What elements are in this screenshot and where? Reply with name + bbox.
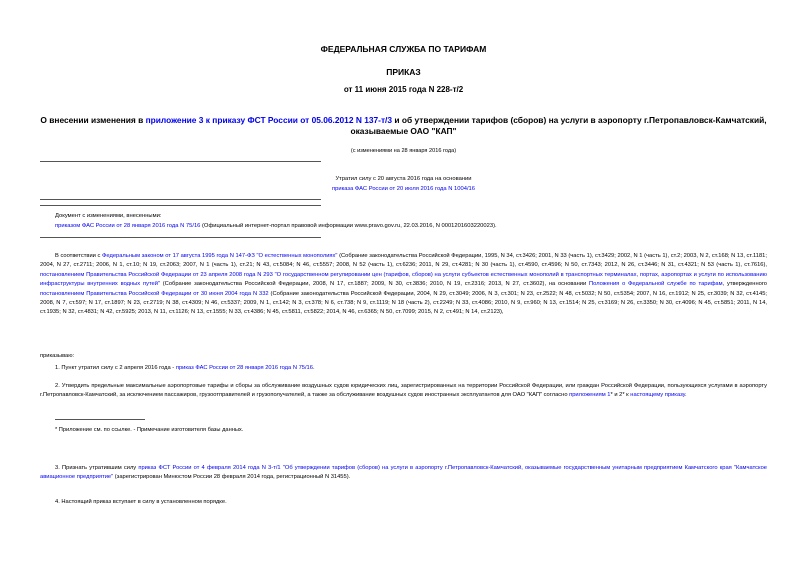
preamble-text: (Собрание законодательства Российской Федерации, 1995, N 34, ст.3426; 2001, N 33 (часть 1), ст.3429; 2002, N 1 (часть 1), ст.2; 2003, N 2, ст.168; N 13, ст.1181; 2004, N 27, ст.2711; 2006, N 1, ст.10; N 19, ст.2063; 2007, N 1 (часть 1), ст.21; N 43, ст.5084; N 46, ст.5557; 2008, N 52 (часть 1), ст.6236; 2011, N 29, ст.4281; N 30 (часть 1), ст.4590, ст.4596; N 50, ст.7343; 2012, N 26, ст.3446; N 31, ст.4321; N 53 (часть 1), ст.7616),: [40, 253, 767, 269]
preamble-paragraph: [40, 252, 767, 318]
item-2-tail: .: [684, 392, 687, 399]
item-2: [40, 382, 767, 401]
doc-date-number: от 11 июня 2015 года N 228-т/2: [343, 85, 464, 94]
footnote-divider: [55, 419, 145, 420]
item-2-mid2: * к: [622, 392, 631, 399]
item-2-link-order[interactable]: настоящему приказу: [630, 392, 685, 399]
title-prefix: О внесении изменения в: [40, 115, 146, 125]
item-1-link[interactable]: приказ ФАС России от 28 января 2016 года N 75/16: [175, 365, 313, 371]
divider: [40, 161, 321, 162]
item-3: [40, 464, 767, 483]
divider: [40, 237, 321, 238]
doc-changes-link[interactable]: приказом ФАС России от 28 января 2016 года N 75/16: [55, 223, 201, 229]
preamble-text: В соответствии с: [55, 253, 103, 259]
preamble-text: (Собрание законодательства Российской Федерации, 2004, N 29, ст.3049; 2006, N 3, ст.301; N 23, ст.2522; N 48, ст.5032; N 50, ст.5354; 2007, N 16, ст.1912; N 25, ст.3039; N 32, ст.4145; 2008, N 7, ст.597; N 17, ст.1897; N 23, ст.2719; N 38, ст.4309; N 46, ст.5337; 2009, N 1, ст.142; N 3, ст.378; N 6, ст.738; N 9, ст.1119; N 18 (часть 2), ст.2249; N 33, ст.4086; 2010, N 9, ст.960; N 13, ст.1514; N 25, ст.3169; N 26, ст.3350; N 30, ст.4096; N 45, ст.5851; 2011, N 14, ст.1935; N 32, ст.4831; N 42, ст.5925; 2013, N 11, ст.1126; N 13, ст.1555; N 33, ст.4386; N 45, ст.5811, ст.5822; 2014, N 46, ст.6365; N 50, ст.7099; 2015, N 2, ст.491; N 14, ст.2123),: [40, 290, 767, 316]
item-1-text: 1. Пункт утратил силу с 2 апреля 2016 года -: [55, 365, 176, 371]
footnote: * Приложение см. по ссылке. - Примечание изготовителя базы данных.: [55, 427, 244, 433]
link-fst-regulation[interactable]: Положения о Федеральной службе по тарифам: [588, 281, 723, 288]
divider: [40, 199, 321, 200]
item-1-tail: .: [312, 365, 315, 371]
doc-changes-label: Документ с изменениями, внесенными:: [55, 213, 162, 219]
title-suffix: и об утверждении тарифов (сборов) на услуги в аэропорту г.Петропавловск-Камчатский, оказываемые ОАО "КАП": [350, 115, 767, 136]
agency-heading: ФЕДЕРАЛЬНАЯ СЛУЖБА ПО ТАРИФАМ: [320, 44, 487, 54]
link-federal-law[interactable]: Федеральным законом от 17 августа 1995 года N 147-ФЗ "О естественных монополиях": [102, 253, 338, 259]
item-2-text: 2. Утвердить предельные максимальные аэропортовые тарифы и сборы за обслуживание воздушных судов юридических лиц, зарегистрированных на территории Российской Федерации, или граждан Российской Федерации, пользующихся услугами в аэропорту г.Петропавловск-Камчатский, за исключением пассажиров, грузоотправителей и грузополучателей, а также за обслуживание воздушных судов иностранных эксплуатантов для ОАО "КАП" согласно: [40, 383, 767, 399]
preamble-text: (Собрание законодательства Российской Федерации, 2008, N 17, ст.1887; 2009, N 30, ст.3836; 2010, N 19, ст.2316; 2013, N 27, ст.3602), на основании: [159, 281, 589, 288]
doc-changes-tail: (Официальный интернет-портал правовой информации www.pravo.gov.ru, 22.03.2016, N 0001201603220023).: [200, 223, 497, 229]
item-4: 4. Настоящий приказ вступает в силу в установленном порядке.: [55, 499, 227, 505]
divider: [40, 205, 321, 206]
link-government-decree-332[interactable]: постановлением Правительства Российской Федерации от 30 июня 2004 года N 332: [40, 290, 269, 297]
document-title: [40, 115, 767, 137]
item-3-text: 3. Признать утратившим силу: [55, 465, 139, 471]
orders-word: приказываю:: [40, 353, 75, 359]
item-1: [40, 364, 767, 373]
link-government-decree-293[interactable]: постановлением Правительства Российской Федерации от 23 апреля 2008 года N 293 "О государственном регулировании цен (тарифов, сборов) на услуги субъектов естественных монополий в транспортных терминалах, портах, аэропортах и услуги по использованию инфраструктуры внутренних водных путей": [40, 271, 767, 288]
item-2-mid: * и 2: [610, 392, 623, 399]
lost-force-link[interactable]: приказа ФАС России от 20 июля 2016 года N 1004/16: [331, 186, 476, 192]
title-link-appendix[interactable]: приложение 3 к приказу ФСТ России от 05.06.2012 N 137-т/3: [145, 115, 393, 125]
lost-force-block: [0, 174, 807, 194]
lost-force-text: Утратил силу с 20 августа 2016 года на основании: [335, 176, 472, 182]
amendment-note: (с изменениями на 28 января 2016 года): [350, 148, 457, 154]
doc-type-heading: ПРИКАЗ: [386, 67, 421, 77]
item-2-link-appendix-1[interactable]: приложениям 1: [569, 392, 611, 399]
preamble-text: , утвержденного: [722, 281, 767, 288]
item-3-link[interactable]: приказ ФСТ России от 4 февраля 2014 года N 3-т/1 "Об утверждении тарифов (сборов) на услуги в аэропорту г.Петропавловск-Камчатский, оказываемые государственным унитарным предприятием Камчатского края "Камчатское авиационное предприятие": [40, 465, 767, 481]
doc-changes-block: [55, 211, 775, 231]
item-3-tail: (зарегистрирован Минюстом России 28 февраля 2014 года, регистрационный N 31455).: [113, 474, 351, 481]
